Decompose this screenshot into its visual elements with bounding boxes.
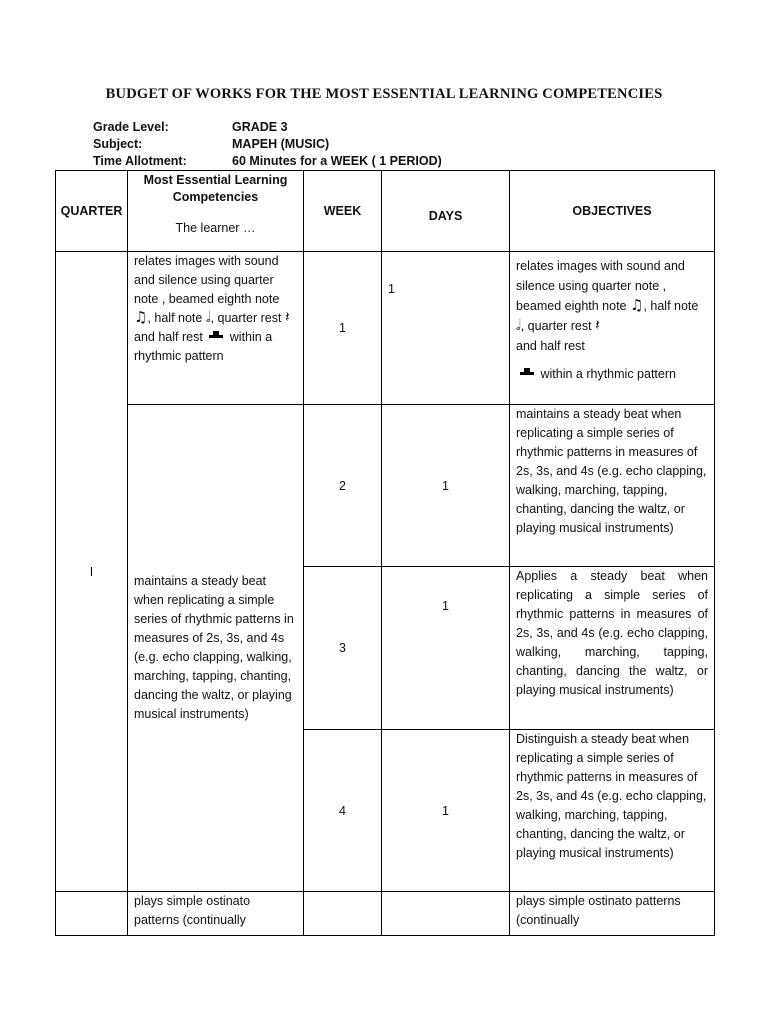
week-value: 1 (339, 321, 346, 335)
objective-text-c: , half note (643, 299, 699, 313)
header-objectives: OBJECTIVES (510, 171, 715, 252)
meta-label: Grade Level: (93, 120, 169, 134)
objective-text-b: , beamed eighth note (516, 279, 667, 313)
competency-text-e: and half rest (134, 330, 203, 344)
competency-text: plays simple ostinato patterns (continually (134, 894, 251, 927)
objective-text: Applies a steady beat when replicating a simple series of rhythmic patterns in measures of 2s, 3s, and 4s (e.g. echo clapping, walking, marching, tapping, chanting, dancing the waltz, or playing musical instruments) (516, 569, 708, 697)
half-note-icon: 𝅗𝅥 (516, 316, 521, 334)
week-cell (304, 892, 382, 936)
objective-cell (510, 405, 715, 567)
objective-cell (510, 252, 715, 405)
competency-text-d: , quarter rest (210, 311, 282, 325)
objective-text: Distinguish a steady beat when replicating a simple series of rhythmic patterns in measures of 2s, 3s, and 4s (e.g. echo clapping, walking, marching, tapping, chanting, dancing the waltz, or playing musical instruments) (516, 732, 707, 860)
beamed-eighth-note-icon: ♫ (630, 296, 644, 314)
week-cell (304, 567, 382, 730)
objective-text: plays simple ostinato patterns (continually (516, 894, 681, 927)
half-rest-icon (209, 335, 223, 338)
objective-text-f: within a rhythmic pattern (540, 367, 676, 381)
half-note-icon: 𝅗𝅥 (205, 308, 211, 326)
header-competencies (128, 171, 304, 252)
header-competencies-line1: Most Essential Learning (143, 173, 288, 187)
days-value: 1 (442, 803, 449, 818)
days-value: 1 (442, 478, 449, 493)
header-days: DAYS (382, 171, 510, 252)
quarter-rest-icon: 𝄽 (595, 316, 600, 334)
days-cell (382, 405, 510, 567)
header-week: WEEK (304, 171, 382, 252)
header-competencies-line2: Competencies (172, 190, 259, 204)
competency-text-f: within a rhythmic pattern (134, 330, 273, 363)
days-cell (382, 567, 510, 730)
objective-cell (510, 892, 715, 936)
header-learner-prompt: The learner … (175, 221, 256, 235)
table-row (56, 252, 715, 405)
document-title: BUDGET OF WORKS FOR THE MOST ESSENTIAL LEARNING COMPETENCIES (105, 86, 663, 102)
competency-cell (128, 405, 304, 892)
quarter-cell (56, 252, 128, 892)
objective-text-a: relates images with sound and silence using quarter note (516, 259, 685, 293)
days-value: 1 (442, 599, 449, 613)
competency-cell (128, 892, 304, 936)
meta-label: Subject: (93, 137, 143, 151)
days-cell (382, 892, 510, 936)
meta-label: Time Allotment: (93, 154, 187, 168)
objective-cell (510, 730, 715, 892)
competency-text-b: , beamed eighth note (161, 292, 280, 306)
objective-cell (510, 567, 715, 730)
week-cell (304, 252, 382, 405)
week-cell (304, 405, 382, 567)
objective-text-e: and half rest (516, 339, 585, 353)
meta-value: GRADE 3 (232, 120, 288, 134)
competency-cell (128, 252, 304, 405)
week-cell (304, 730, 382, 892)
week-value: 3 (339, 641, 346, 655)
competency-text: maintains a steady beat when replicating a simple series of rhythmic patterns in measures of 2s, 3s, and 4s (e.g. echo clapping, walking, marching, tapping, chanting, dancing the waltz, or playing musical instruments) (134, 574, 294, 721)
week-value: 4 (339, 803, 346, 818)
quarter-rest-icon: 𝄽 (284, 308, 290, 326)
header-quarter: QUARTER (56, 171, 128, 252)
objective-text: maintains a steady beat when replicating a simple series of rhythmic patterns in measures of 2s, 3s, and 4s (e.g. echo clapping, walking, marching, tapping, chanting, dancing the waltz, or playing musical instruments) (516, 407, 707, 535)
half-rest-icon (520, 372, 534, 375)
objective-text-d: , quarter rest (520, 319, 592, 333)
table-row (56, 405, 715, 567)
week-value: 2 (339, 478, 346, 493)
competency-text-a: relates images with sound and silence using quarter note (134, 254, 279, 306)
quarter-value: I (89, 564, 94, 579)
days-value: 1 (388, 282, 395, 296)
table-row (56, 892, 715, 936)
days-cell (382, 252, 510, 405)
beamed-eighth-note-icon: ♫ (134, 308, 148, 326)
days-cell (382, 730, 510, 892)
meta-value: 60 Minutes for a WEEK ( 1 PERIOD) (232, 154, 442, 168)
meta-value: MAPEH (MUSIC) (232, 137, 330, 151)
table-header-row (56, 171, 715, 252)
budget-table (55, 170, 715, 936)
competency-text-c: , half note (147, 311, 203, 325)
quarter-cell (56, 892, 128, 936)
